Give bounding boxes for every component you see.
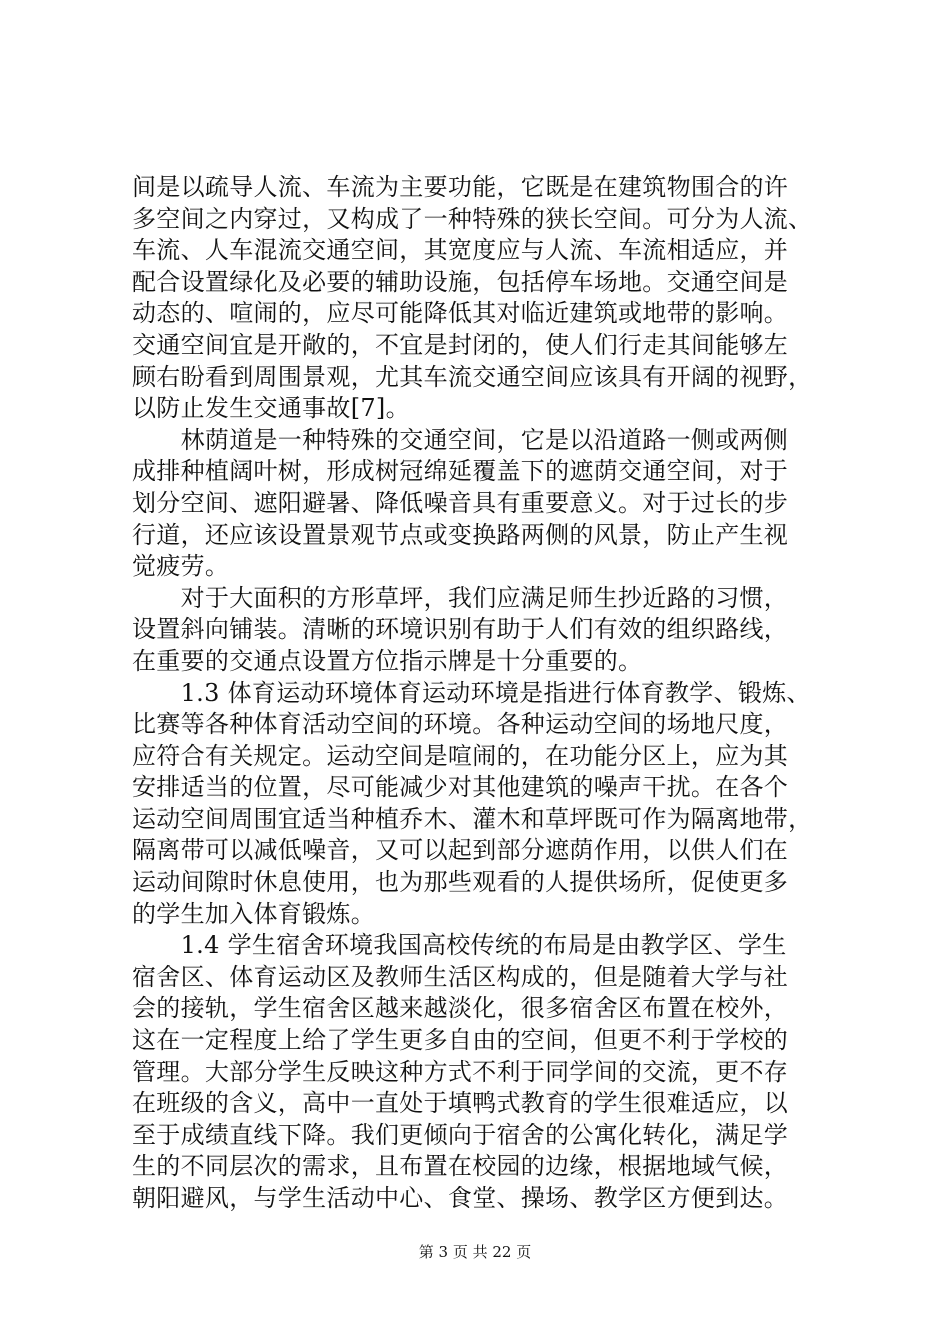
text-line: 林荫道是一种特殊的交通空间，它是以沿道路一侧或两侧	[132, 425, 789, 454]
text-line: 动态的、喧闹的，应尽可能降低其对临近建筑或地带的影响。	[132, 299, 789, 328]
text-line: 间是以疏导人流、车流为主要功能，它既是在建筑物围合的许	[132, 173, 789, 201]
text-line: 1.3 体育运动环境体育运动环境是指进行体育教学、锻炼、	[132, 678, 811, 707]
text-line: 安排适当的位置，尽可能减少对其他建筑的噪声干扰。在各个	[132, 773, 789, 802]
text-line: 运动间隙时休息使用，也为那些观看的人提供场所，促使更多	[132, 868, 789, 897]
text-line: 应符合有关规定。运动空间是喧闹的，在功能分区上，应为其	[132, 741, 789, 770]
text-line: 运动空间周围宜适当种植乔木、灌木和草坪既可作为隔离地带，	[132, 804, 813, 833]
text-line: 行道，还应该设置景观节点或变换路两侧的风景，防止产生视	[132, 520, 789, 549]
text-line: 顾右盼看到周围景观，尤其车流交通空间应该具有开阔的视野，	[132, 362, 813, 391]
text-line: 在重要的交通点设置方位指示牌是十分重要的。	[132, 646, 643, 675]
text-line: 1.4 学生宿舍环境我国高校传统的布局是由教学区、学生	[132, 931, 787, 960]
text-line: 至于成绩直线下降。我们更倾向于宿舍的公寓化转化，满足学	[132, 1120, 789, 1149]
text-line: 宿舍区、体育运动区及教师生活区构成的，但是随着大学与社	[132, 962, 789, 991]
text-line: 划分空间、遮阳避暑、降低噪音具有重要意义。对于过长的步	[132, 488, 789, 517]
text-line: 这在一定程度上给了学生更多自由的空间，但更不利于学校的	[132, 1026, 789, 1055]
text-line: 隔离带可以减低噪音，又可以起到部分遮荫作用，以供人们在	[132, 836, 789, 865]
text-line: 多空间之内穿过，又构成了一种特殊的狭长空间。可分为人流、	[132, 204, 813, 233]
text-line: 会的接轨，学生宿舍区越来越淡化，很多宿舍区布置在校外，	[132, 994, 789, 1023]
text-line: 的学生加入体育锻炼。	[132, 899, 375, 928]
text-line: 朝阳避风，与学生活动中心、食堂、操场、教学区方便到达。	[132, 1184, 789, 1212]
text-line: 对于大面积的方形草坪，我们应满足师生抄近路的习惯，	[132, 583, 789, 612]
text-line: 管理。大部分学生反映这种方式不利于同学间的交流，更不存	[132, 1057, 789, 1086]
text-line: 交通空间宜是开敞的，不宜是封闭的，使人们行走其间能够左	[132, 330, 789, 359]
text-line: 以防止发生交通事故[7]。	[132, 394, 410, 423]
text-line: 在班级的含义，高中一直处于填鸭式教育的学生很难适应，以	[132, 1089, 789, 1118]
text-line: 车流、人车混流交通空间，其宽度应与人流、车流相适应，并	[132, 236, 789, 265]
text-line: 配合设置绿化及必要的辅助设施，包括停车场地。交通空间是	[132, 267, 789, 296]
text-line: 生的不同层次的需求，且布置在校园的边缘，根据地域气候，	[132, 1152, 789, 1181]
page-footer: 第 3 页 共 22 页	[418, 1243, 532, 1261]
body-text	[132, 172, 832, 1215]
text-line: 成排种植阔叶树，形成树冠绵延覆盖下的遮荫交通空间，对于	[132, 457, 789, 486]
text-line: 比赛等各种体育活动空间的环境。各种运动空间的场地尺度，	[132, 710, 789, 739]
text-line: 设置斜向铺装。清晰的环境识别有助于人们有效的组织路线，	[132, 615, 789, 644]
text-line: 觉疲劳。	[132, 552, 230, 581]
